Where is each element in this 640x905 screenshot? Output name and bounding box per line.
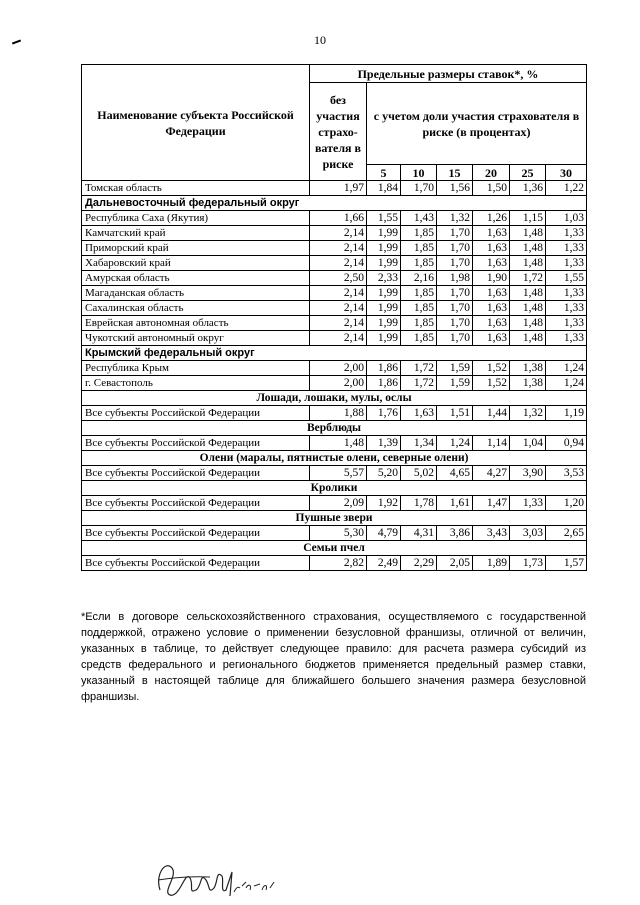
federal-district-heading: Дальневосточный федеральный округ — [82, 196, 587, 211]
region-name: Приморский край — [82, 241, 310, 256]
rate-participation-30: 1,33 — [546, 301, 587, 316]
rate-no-participation: 1,88 — [310, 406, 367, 421]
rate-participation-15: 1,70 — [437, 301, 473, 316]
animal-group-heading: Верблюды — [82, 421, 587, 436]
rate-participation-25: 1,72 — [510, 271, 546, 286]
region-name: Все субъекты Российской Федерации — [82, 526, 310, 541]
rate-participation-25: 1,38 — [510, 361, 546, 376]
group-row — [82, 421, 587, 436]
table-row — [82, 256, 587, 271]
rate-participation-15: 3,86 — [437, 526, 473, 541]
rate-participation-10: 1,85 — [401, 256, 437, 271]
rate-participation-30: 1,19 — [546, 406, 587, 421]
region-name: Республика Саха (Якутия) — [82, 211, 310, 226]
rate-participation-5: 1,86 — [367, 376, 401, 391]
rate-participation-5: 1,99 — [367, 331, 401, 346]
region-name: Все субъекты Российской Федерации — [82, 436, 310, 451]
region-name: Все субъекты Российской Федерации — [82, 466, 310, 481]
rate-participation-10: 2,29 — [401, 556, 437, 571]
rate-participation-5: 1,86 — [367, 361, 401, 376]
region-name: Магаданская область — [82, 286, 310, 301]
rate-participation-20: 1,63 — [473, 241, 510, 256]
table-row — [82, 211, 587, 226]
table-row — [82, 226, 587, 241]
table-body — [82, 181, 587, 571]
rate-participation-5: 1,99 — [367, 286, 401, 301]
table-row — [82, 301, 587, 316]
rate-participation-25: 1,48 — [510, 301, 546, 316]
region-name: Все субъекты Российской Федерации — [82, 496, 310, 511]
rate-no-participation: 2,14 — [310, 286, 367, 301]
rate-no-participation: 1,66 — [310, 211, 367, 226]
region-name: Сахалинская область — [82, 301, 310, 316]
header-pct-10: 10 — [401, 165, 437, 181]
rate-participation-25: 3,90 — [510, 466, 546, 481]
rate-participation-10: 1,85 — [401, 226, 437, 241]
rate-no-participation: 2,14 — [310, 331, 367, 346]
rate-participation-5: 5,20 — [367, 466, 401, 481]
region-name: Камчатский край — [82, 226, 310, 241]
rate-participation-20: 1,44 — [473, 406, 510, 421]
rate-participation-15: 1,32 — [437, 211, 473, 226]
rate-participation-15: 1,70 — [437, 316, 473, 331]
rate-participation-15: 1,59 — [437, 361, 473, 376]
header-pct-30: 30 — [546, 165, 587, 181]
header-rate-limits: Предельные размеры ставок*, % — [310, 65, 587, 83]
rate-no-participation: 2,14 — [310, 226, 367, 241]
rate-participation-25: 1,38 — [510, 376, 546, 391]
table-row — [82, 241, 587, 256]
table-row — [82, 376, 587, 391]
region-name: Республика Крым — [82, 361, 310, 376]
rate-participation-10: 1,63 — [401, 406, 437, 421]
rate-participation-15: 1,70 — [437, 286, 473, 301]
table-row — [82, 271, 587, 286]
rate-participation-30: 1,33 — [546, 256, 587, 271]
rate-participation-10: 1,72 — [401, 361, 437, 376]
rate-participation-10: 1,85 — [401, 301, 437, 316]
region-name: Еврейская автономная область — [82, 316, 310, 331]
rate-participation-25: 1,48 — [510, 256, 546, 271]
rate-participation-30: 1,33 — [546, 316, 587, 331]
rate-participation-5: 1,84 — [367, 181, 401, 196]
rate-participation-20: 1,63 — [473, 256, 510, 271]
animal-group-heading: Кролики — [82, 481, 587, 496]
rate-participation-20: 1,52 — [473, 361, 510, 376]
rate-participation-30: 1,24 — [546, 376, 587, 391]
rate-participation-25: 1,04 — [510, 436, 546, 451]
rate-participation-5: 2,49 — [367, 556, 401, 571]
header-pct-5: 5 — [367, 165, 401, 181]
rate-no-participation: 2,14 — [310, 241, 367, 256]
rate-no-participation: 1,48 — [310, 436, 367, 451]
rate-participation-20: 1,89 — [473, 556, 510, 571]
rate-participation-15: 1,59 — [437, 376, 473, 391]
rate-participation-25: 1,15 — [510, 211, 546, 226]
rate-participation-5: 1,99 — [367, 301, 401, 316]
animal-group-heading: Лошади, лошаки, мулы, ослы — [82, 391, 587, 406]
table-row — [82, 436, 587, 451]
rate-participation-30: 0,94 — [546, 436, 587, 451]
rate-participation-30: 1,03 — [546, 211, 587, 226]
table-row — [82, 526, 587, 541]
rate-participation-15: 1,61 — [437, 496, 473, 511]
header-pct-25: 25 — [510, 165, 546, 181]
table-row — [82, 181, 587, 196]
rate-no-participation: 2,14 — [310, 301, 367, 316]
header-subject-name: Наименование субъекта Российской Федерации — [82, 65, 310, 181]
rate-participation-25: 1,73 — [510, 556, 546, 571]
rate-participation-30: 1,24 — [546, 361, 587, 376]
rate-participation-20: 1,50 — [473, 181, 510, 196]
rates-table — [81, 64, 587, 571]
rate-participation-20: 1,63 — [473, 226, 510, 241]
rate-no-participation: 2,82 — [310, 556, 367, 571]
rate-participation-10: 1,85 — [401, 331, 437, 346]
rate-participation-20: 1,90 — [473, 271, 510, 286]
rate-participation-20: 1,52 — [473, 376, 510, 391]
rate-participation-10: 4,31 — [401, 526, 437, 541]
rate-participation-5: 1,99 — [367, 256, 401, 271]
page-number: 10 — [314, 33, 326, 47]
header-no-participation: без участия страхо-вателя в риске — [310, 83, 367, 181]
rate-participation-25: 3,03 — [510, 526, 546, 541]
section-row — [82, 196, 587, 211]
rate-participation-5: 1,55 — [367, 211, 401, 226]
rate-participation-10: 1,43 — [401, 211, 437, 226]
group-row — [82, 451, 587, 466]
rate-participation-10: 1,85 — [401, 241, 437, 256]
region-name: Хабаровский край — [82, 256, 310, 271]
region-name: Все субъекты Российской Федерации — [82, 406, 310, 421]
rate-participation-30: 1,55 — [546, 271, 587, 286]
rate-no-participation: 5,57 — [310, 466, 367, 481]
rate-participation-30: 1,33 — [546, 226, 587, 241]
rate-participation-30: 1,33 — [546, 286, 587, 301]
rate-participation-20: 1,14 — [473, 436, 510, 451]
rate-participation-25: 1,48 — [510, 226, 546, 241]
rate-participation-25: 1,48 — [510, 286, 546, 301]
table-row — [82, 331, 587, 346]
rate-participation-15: 1,70 — [437, 331, 473, 346]
group-row — [82, 541, 587, 556]
rate-participation-30: 1,33 — [546, 331, 587, 346]
rate-participation-20: 1,63 — [473, 286, 510, 301]
table-row — [82, 316, 587, 331]
rate-participation-25: 1,36 — [510, 181, 546, 196]
rate-participation-30: 1,33 — [546, 241, 587, 256]
rate-participation-5: 1,99 — [367, 316, 401, 331]
table-row — [82, 406, 587, 421]
rate-participation-5: 1,92 — [367, 496, 401, 511]
handwritten-signature — [150, 850, 290, 900]
rate-participation-15: 4,65 — [437, 466, 473, 481]
rate-participation-25: 1,33 — [510, 496, 546, 511]
rate-participation-15: 1,98 — [437, 271, 473, 286]
group-row — [82, 511, 587, 526]
rate-participation-15: 1,70 — [437, 226, 473, 241]
rate-participation-10: 5,02 — [401, 466, 437, 481]
rate-participation-15: 2,05 — [437, 556, 473, 571]
rate-participation-30: 2,65 — [546, 526, 587, 541]
table-row — [82, 286, 587, 301]
rate-participation-15: 1,51 — [437, 406, 473, 421]
animal-group-heading: Олени (маралы, пятнистые олени, северные олени) — [82, 451, 587, 466]
group-row — [82, 391, 587, 406]
rate-participation-20: 1,26 — [473, 211, 510, 226]
table-row — [82, 556, 587, 571]
rate-participation-20: 3,43 — [473, 526, 510, 541]
rate-participation-5: 4,79 — [367, 526, 401, 541]
header-pct-15: 15 — [437, 165, 473, 181]
rate-participation-10: 1,72 — [401, 376, 437, 391]
table-row — [82, 361, 587, 376]
animal-group-heading: Пушные звери — [82, 511, 587, 526]
footnote: *Если в договоре сельскохозяйственного страхования, осуществляемого с государственной поддержкой, отражено условие о применении безусловной франшизы, отличной от величин, указанных в таблице, то действует следующее правило: для расчета размера субсидий из средств федерального и регионального бюджетов применяется предельный размер ставки, указанный в настоящей таблице для ближайшего большего значения размера безусловной франшизы. — [81, 611, 586, 703]
region-name: Все субъекты Российской Федерации — [82, 556, 310, 571]
table-header — [82, 65, 587, 181]
rate-participation-10: 1,78 — [401, 496, 437, 511]
rate-participation-15: 1,56 — [437, 181, 473, 196]
rate-participation-20: 1,63 — [473, 316, 510, 331]
rate-participation-5: 1,39 — [367, 436, 401, 451]
rate-participation-30: 1,20 — [546, 496, 587, 511]
rate-participation-5: 1,99 — [367, 226, 401, 241]
rate-participation-10: 1,85 — [401, 286, 437, 301]
rate-no-participation: 5,30 — [310, 526, 367, 541]
region-name: Амурская область — [82, 271, 310, 286]
rate-participation-15: 1,24 — [437, 436, 473, 451]
region-name: г. Севастополь — [82, 376, 310, 391]
rate-participation-25: 1,48 — [510, 241, 546, 256]
region-name: Томская область — [82, 181, 310, 196]
rate-no-participation: 2,09 — [310, 496, 367, 511]
rate-participation-15: 1,70 — [437, 241, 473, 256]
rate-participation-10: 1,34 — [401, 436, 437, 451]
rate-no-participation: 2,14 — [310, 256, 367, 271]
rate-no-participation: 2,14 — [310, 316, 367, 331]
rate-participation-20: 1,47 — [473, 496, 510, 511]
rate-participation-10: 1,70 — [401, 181, 437, 196]
rate-participation-10: 2,16 — [401, 271, 437, 286]
rate-participation-20: 1,63 — [473, 301, 510, 316]
rate-no-participation: 2,00 — [310, 361, 367, 376]
rate-participation-10: 1,85 — [401, 316, 437, 331]
header-with-participation: с учетом доли участия страхователя в риске (в процентах) — [367, 83, 587, 165]
section-row — [82, 346, 587, 361]
animal-group-heading: Семьи пчел — [82, 541, 587, 556]
header-pct-20: 20 — [473, 165, 510, 181]
rate-participation-15: 1,70 — [437, 256, 473, 271]
rate-participation-25: 1,32 — [510, 406, 546, 421]
table-row — [82, 496, 587, 511]
rate-participation-30: 1,57 — [546, 556, 587, 571]
rate-participation-20: 1,63 — [473, 331, 510, 346]
region-name: Чукотский автономный округ — [82, 331, 310, 346]
rate-participation-25: 1,48 — [510, 316, 546, 331]
federal-district-heading: Крымский федеральный округ — [82, 346, 587, 361]
rate-participation-5: 1,99 — [367, 241, 401, 256]
rate-no-participation: 2,00 — [310, 376, 367, 391]
group-row — [82, 481, 587, 496]
rate-no-participation: 1,97 — [310, 181, 367, 196]
rate-no-participation: 2,50 — [310, 271, 367, 286]
rate-participation-30: 3,53 — [546, 466, 587, 481]
rate-participation-5: 2,33 — [367, 271, 401, 286]
rate-participation-5: 1,76 — [367, 406, 401, 421]
rate-participation-30: 1,22 — [546, 181, 587, 196]
rate-participation-25: 1,48 — [510, 331, 546, 346]
rate-participation-20: 4,27 — [473, 466, 510, 481]
table-row — [82, 466, 587, 481]
